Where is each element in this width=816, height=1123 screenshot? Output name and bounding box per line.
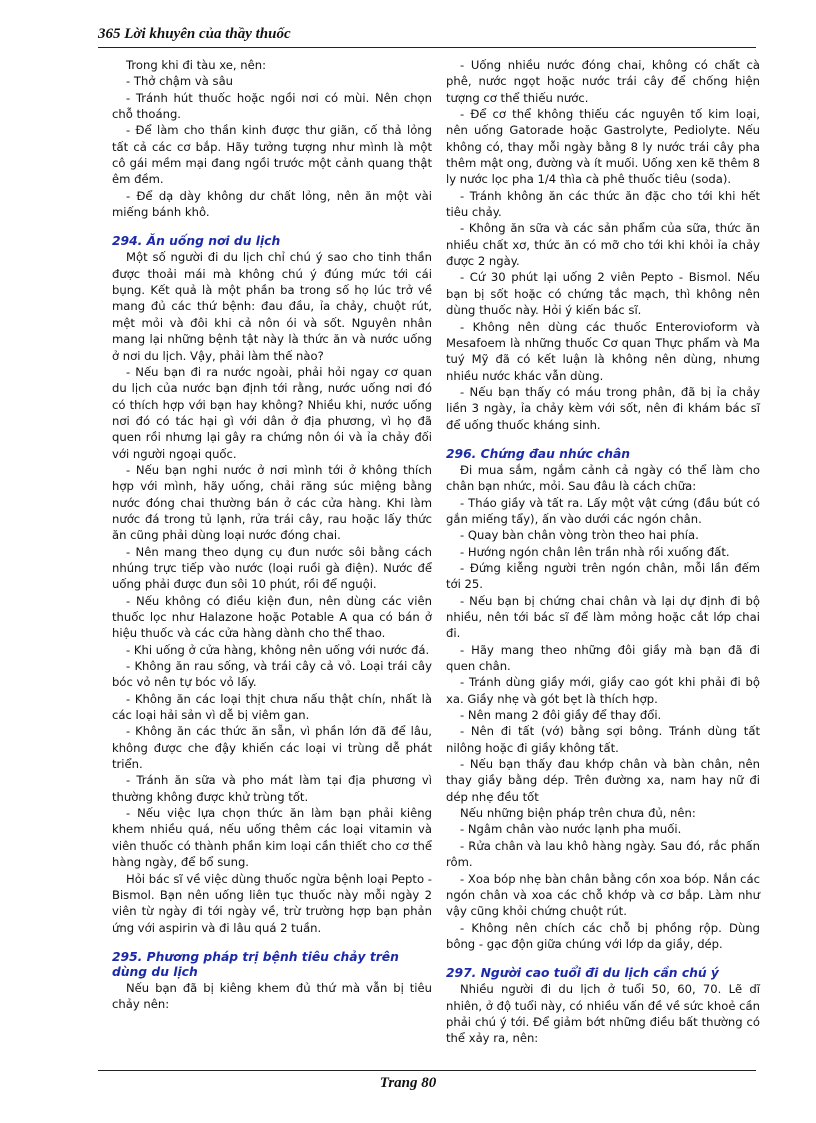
- paragraph: - Hãy mang theo những đôi giầy mà bạn đã đi quen chân.: [446, 642, 760, 674]
- header-rule: [98, 47, 756, 48]
- paragraph: - Rửa chân và lau khô hàng ngày. Sau đó, rắc phấn rôm.: [446, 838, 760, 870]
- paragraph: - Để dạ dày không dư chất lỏng, nên ăn một vài miếng bánh khô.: [112, 188, 432, 220]
- section-heading: 294. Ăn uống nơi du lịch: [112, 234, 281, 249]
- paragraph: - Đứng kiễng người trên ngón chân, mỗi lần đếm tới 25.: [446, 560, 760, 592]
- paragraph: Trong khi đi tàu xe, nên:: [126, 58, 267, 72]
- section-heading: 297. Người cao tuổi đi du lịch cần chú ý: [446, 966, 719, 981]
- paragraph: - Không ăn các thức ăn sẵn, vì phần lớn đã để lâu, không được che đậy khiến các loại vi trùng dễ phát triển.: [112, 724, 432, 772]
- paragraph: - Uống nhiều nước đóng chai, không có chất cà phê, nước ngọt hoặc nước trái cây để chống hiện tượng cơ thể thiếu nước.: [446, 58, 760, 105]
- section-heading: 296. Chứng đau nhức chân: [446, 446, 631, 461]
- paragraph: - Nếu bạn thấy đau khớp chân và bàn chân, nên thay giầy bằng dép. Trên đường xa, nam hay nữ đi dép nhẹ đều tốt: [446, 757, 760, 804]
- footer-rule: [98, 1070, 756, 1071]
- section-gap: [446, 952, 760, 966]
- paragraph: Nhiều người đi du lịch ở tuổi 50, 60, 70. Lẽ dĩ nhiên, ở độ tuổi này, có nhiều vấn đề về sức khoẻ cần phải chú ý tới. Để giảm bớt những điều bất thường có thể xảy ra, nên:: [446, 982, 760, 1046]
- section-heading: 295. Phương pháp trị bệnh tiêu chảy trên dùng du lịch: [112, 949, 399, 979]
- paragraph: - Để làm cho thần kinh được thư giãn, cố thả lỏng tất cả các cơ bắp. Hãy tưởng tượng như mình là một cô gái mềm mại đang ngồi trước một cảnh quang thật êm đềm.: [112, 123, 432, 187]
- section-gap: [112, 936, 432, 950]
- paragraph: - Tránh hút thuốc hoặc ngồi nơi có mùi. Nên chọn chỗ thoáng.: [112, 90, 432, 122]
- page-number: Trang 80: [379, 1075, 437, 1091]
- paragraph: - Không nên dùng các thuốc Enterovioform và Mesafoem là những thuốc Cơ quan Thực phẩm và Ma tuý Mỹ đã có kết luận là không nên dùng, nhưng nhiều nước khác vẫn dùng.: [446, 319, 760, 383]
- paragraph: - Khi uống ở cửa hàng, không nên uống với nước đá.: [126, 642, 430, 657]
- paragraph: - Thở chậm và sâu: [126, 74, 234, 89]
- paragraph: - Không ăn rau sống, và trái cây cả vỏ. Loại trái cây bóc vỏ nên tự bóc vỏ lấy.: [112, 659, 432, 690]
- paragraph: - Xoa bóp nhẹ bàn chân bằng cồn xoa bóp. Nắn các ngón chân và xoa các chỗ khớp và cơ bắp. Làm như vậy cũng khỏi chứng chuột rút.: [446, 871, 760, 919]
- paragraph: - Tránh ăn sữa và pho mát làm tại địa phương vì thường không được khử trùng tốt.: [112, 773, 432, 804]
- paragraph: Nếu những biện pháp trên chưa đủ, nên:: [460, 806, 696, 821]
- paragraph: - Cứ 30 phút lại uống 2 viên Pepto - Bismol. Nếu bạn bị sốt hoặc có chứng tắc mạch, thì không nên dùng thuốc này. Hỏi ý kiến bác sĩ.: [446, 270, 760, 318]
- paragraph: - Tháo giầy và tất ra. Lấy một vật cứng (đầu bút có gắn miếng tẩy), ấn vào dưới các ngón chân.: [446, 495, 760, 526]
- paragraph: - Hướng ngón chân lên trần nhà rồi xuống đất.: [460, 544, 730, 559]
- paragraph: Hỏi bác sĩ về việc dùng thuốc ngừa bệnh loại Pepto - Bismol. Bạn nên uống liên tục thuốc này mỗi ngày 2 viên từ ngày đi tới ngày về, trừ trường hợp bạn phản ứng với aspirin và đi lâu quá 2 tuần.: [112, 871, 432, 935]
- paragraph: Một số người đi du lịch chỉ chú ý sao cho tinh thần được thoải mái mà không chú ý đúng mức tới cái bụng. Kết quả là một phần ba trong số họ lúc trở về mang đủ các thứ bệnh: đau đầu, ỉa chảy, chuột rút, mệt mỏi và đôi khi cả nôn ói và sốt. Nguyên nhân mang lại những bệnh tật này là thức ăn và nước uống ở nơi du lịch. Vậy, phải làm thế nào?: [112, 250, 432, 363]
- section-gap: [112, 220, 432, 234]
- running-header: 365 Lời khuyên của thầy thuốc: [98, 26, 291, 42]
- paragraph: - Ngâm chân vào nước lạnh pha muối.: [460, 822, 682, 837]
- paragraph: - Không ăn các loại thịt chưa nấu thật chín, nhất là các loại hải sản vì dễ bị viêm gan.: [112, 691, 432, 723]
- paragraph: - Nếu bạn đi ra nước ngoài, phải hỏi ngay cơ quan du lịch của nước bạn định tới rằng, nước uống nơi đó có thích hợp với bạn hay không? Nhiều khi, nước uống nơi đó có tác hại gì với dân ở địa phương, vì họ đã quen rồi nhưng lại gây ra chứng nôn ói và ỉa chảy đối với người ngoại quốc.: [112, 364, 432, 461]
- paragraph: - Không ăn sữa và các sản phẩm của sữa, thức ăn nhiều chất xơ, thức ăn có mỡ cho tới khi khỏi ỉa chảy được 2 ngày.: [446, 221, 760, 269]
- paragraph: - Nếu bạn nghi nước ở nơi mình tới ở không thích hợp với mình, hãy uống, chải răng súc miệng bằng nước đóng chai thường bán ở các cửa hàng. Khi làm nước đá trong tủ lạnh, rửa trái cây, rau hoặc lấy thức ăn cũng phải dùng loại nước đóng chai.: [112, 462, 432, 543]
- paragraph: - Quay bàn chân vòng tròn theo hai phía.: [460, 528, 699, 543]
- paragraph: - Nên mang 2 đôi giầy để thay đổi.: [460, 708, 662, 723]
- section-gap: [446, 433, 760, 447]
- paragraph: Nếu bạn đã bị kiêng khem đủ thứ mà vẫn bị tiêu chảy nên:: [112, 980, 432, 1012]
- paragraph: - Nếu bạn bị chứng chai chân và lại dự định đi bộ nhiều, nên tới bác sĩ để làm mỏng hoặc cắt lớp chai đi.: [446, 593, 760, 641]
- paragraph: - Nếu không có điều kiện đun, nên dùng các viên thuốc lọc như Halazone hoặc Potable A qua có bán ở hiệu thuốc và các cửa hàng dành cho thể thao.: [112, 593, 432, 641]
- paragraph: - Nếu việc lựa chọn thức ăn làm bạn phải kiêng khem nhiều quá, nếu uống thêm các loại vitamin và viên thuốc có thành phần kim loại cần thiết cho cơ thể hàng ngày, để bổ sung.: [112, 806, 432, 870]
- paragraph: - Tránh không ăn các thức ăn đặc cho tới khi hết tiêu chảy.: [446, 188, 760, 220]
- paragraph: - Nếu bạn thấy có máu trong phân, đã bị ỉa chảy liền 3 ngày, ỉa chảy kèm với sốt, nên đi khám bác sĩ để uống thuốc kháng sinh.: [446, 384, 760, 432]
- paragraph: - Để cơ thể không thiếu các nguyên tố kim loại, nên uống Gatorade hoặc Gastrolyte, Pediolyte. Nếu không có, thay mỗi ngày bằng 8 ly nước trái cây pha thêm mật ong, đường và ít muối. Uống xen kẽ thêm 8 ly nước lọc pha 1/4 thìa cà phê thuốc tiêu (soda).: [446, 107, 760, 187]
- paragraph: Đi mua sắm, ngắm cảnh cả ngày có thể làm cho chân bạn nhức, mỏi. Sau đâu là cách chữa:: [446, 462, 760, 494]
- paragraph: - Nên đi tất (vớ) bằng sợi bông. Tránh dùng tất nilông hoặc đi giầy không tất.: [446, 724, 760, 755]
- right-column: [446, 57, 760, 1047]
- paragraph: - Tránh dùng giầy mới, giầy cao gót khi phải đi bộ xa. Giầy nhẹ và gót bẹt là thích hợp.: [446, 675, 760, 706]
- paragraph: - Nên mang theo dụng cụ đun nước sôi bằng cách nhúng trực tiếp vào nước (loại ruồi gà điện). Nước để uống phải được đun sôi 10 phút, rồi để nguội.: [112, 544, 432, 592]
- paragraph: - Không nên chích các chỗ bị phồng rộp. Dùng bông - gạc độn giữa chúng với lớp da giầy, dép.: [446, 920, 760, 951]
- left-column: [112, 57, 432, 1013]
